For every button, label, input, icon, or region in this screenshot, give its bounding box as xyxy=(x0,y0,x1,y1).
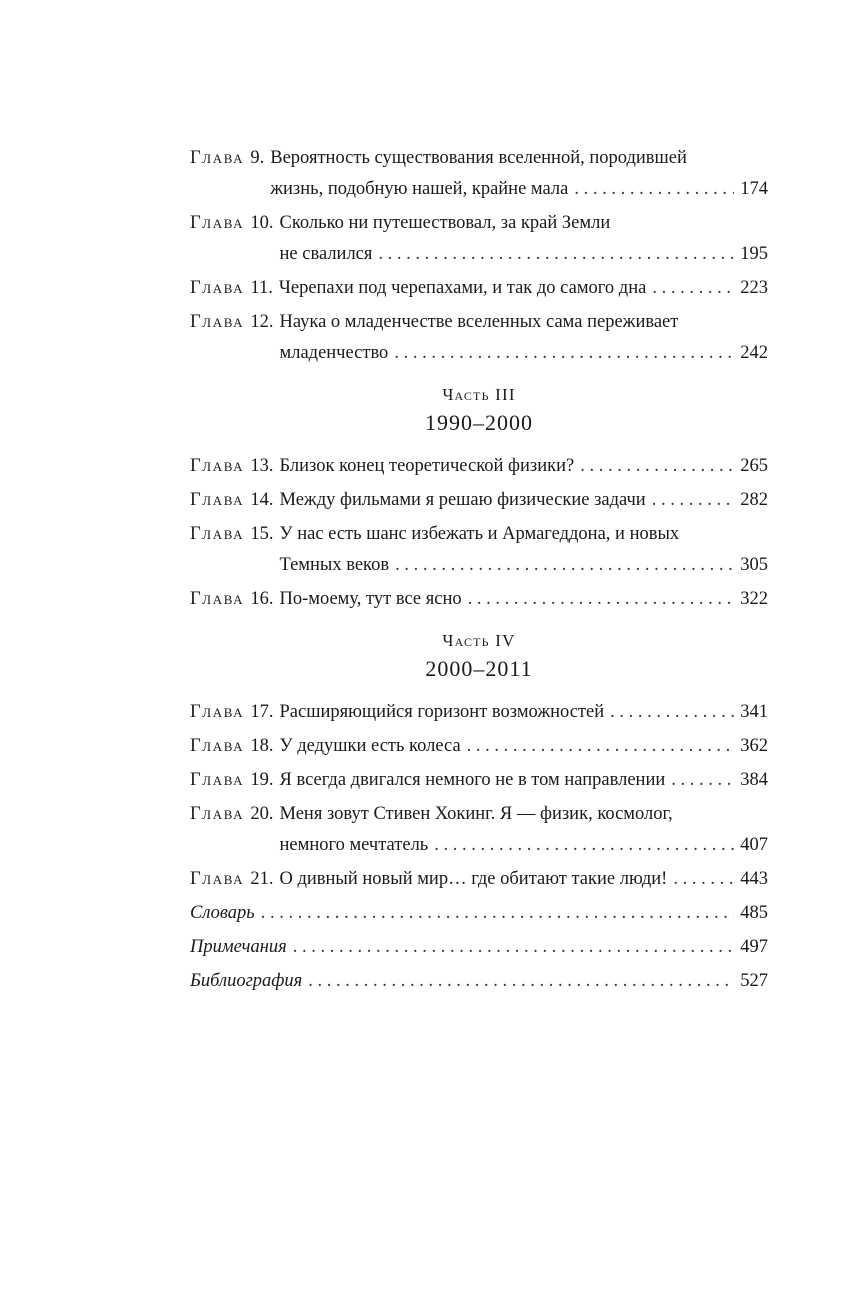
page-number: 322 xyxy=(740,589,768,609)
chapter-title-line1: У нас есть шанс избежать и Армагеддона, и новых xyxy=(279,524,680,544)
chapter-title-text: У дедушки есть колеса xyxy=(279,736,461,756)
chapter-number: 15. xyxy=(250,524,274,544)
dot-leader xyxy=(261,898,735,929)
chapter-label xyxy=(190,307,274,369)
chapter-word: Глава xyxy=(190,278,245,298)
page-number: 527 xyxy=(740,971,768,991)
chapter-title-last-line xyxy=(280,485,769,516)
dot-leader xyxy=(308,966,734,997)
part-heading-4 xyxy=(190,629,768,685)
chapter-word: Глава xyxy=(190,524,245,544)
toc-entry-chapter[interactable] xyxy=(190,731,768,762)
table-of-contents xyxy=(190,143,768,1000)
page-number: 195 xyxy=(740,244,768,264)
chapter-label xyxy=(190,273,273,304)
toc-back-matter xyxy=(190,898,768,997)
chapter-word: Глава xyxy=(190,869,245,889)
page-number: 174 xyxy=(740,179,768,199)
toc-entry-back-matter[interactable] xyxy=(190,898,768,929)
chapter-word: Глава xyxy=(190,490,245,510)
chapter-number: 17. xyxy=(250,702,274,722)
part-title: Часть III xyxy=(442,385,516,404)
chapter-title-text: По-моему, тут все ясно xyxy=(279,589,462,609)
chapter-word: Глава xyxy=(190,589,245,609)
page-number: 305 xyxy=(740,555,768,575)
chapter-label xyxy=(190,143,264,205)
dot-leader xyxy=(671,765,734,796)
chapter-label xyxy=(190,584,274,615)
chapter-word: Глава xyxy=(190,804,245,824)
chapter-number: 10. xyxy=(250,213,274,233)
chapter-word: Глава xyxy=(190,736,245,756)
chapter-title-last-line xyxy=(280,451,769,482)
chapter-title-line1: Меня зовут Стивен Хокинг. Я — физик, космолог, xyxy=(279,804,673,824)
chapter-label xyxy=(190,731,274,762)
chapter-title-text: Между фильмами я решаю физические задачи xyxy=(279,490,646,510)
toc-group-part3-chapters xyxy=(190,451,768,615)
toc-entry-chapter[interactable] xyxy=(190,143,768,205)
dot-leader xyxy=(293,932,735,963)
dot-leader xyxy=(673,864,734,895)
page-number: 407 xyxy=(740,835,768,855)
page-number: 485 xyxy=(740,903,768,923)
dot-leader xyxy=(395,550,734,581)
chapter-title-last-line xyxy=(279,273,768,304)
dot-leader xyxy=(467,731,735,762)
chapter-title-last-line xyxy=(280,864,769,895)
chapter-number: 18. xyxy=(250,736,274,756)
chapter-title-text: жизнь, подобную нашей, крайне мала xyxy=(270,179,569,199)
part-years: 1990–2000 xyxy=(425,410,533,435)
page-number: 265 xyxy=(740,456,768,476)
chapter-title-text: Черепахи под черепахами, и так до самого дна xyxy=(278,278,647,298)
chapter-word: Глава xyxy=(190,148,245,168)
toc-entry-chapter[interactable] xyxy=(190,485,768,516)
chapter-number: 11. xyxy=(250,278,273,298)
chapter-number: 13. xyxy=(250,456,274,476)
toc-entry-chapter[interactable] xyxy=(190,307,768,369)
part-heading-3 xyxy=(190,383,768,439)
dot-leader xyxy=(574,174,734,205)
dot-leader xyxy=(394,338,734,369)
dot-leader xyxy=(468,584,735,615)
chapter-number: 14. xyxy=(250,490,274,510)
dot-leader xyxy=(652,485,735,516)
chapter-title-text: О дивный новый мир… где обитают такие люди! xyxy=(279,869,668,889)
chapter-label xyxy=(190,208,274,270)
chapter-label xyxy=(190,697,274,728)
part-years: 2000–2011 xyxy=(425,656,533,681)
page-number: 384 xyxy=(740,770,768,790)
chapter-title-last-line xyxy=(270,174,768,205)
page-number: 362 xyxy=(740,736,768,756)
toc-entry-chapter[interactable] xyxy=(190,208,768,270)
chapter-number: 21. xyxy=(250,869,274,889)
toc-entry-chapter[interactable] xyxy=(190,273,768,304)
chapter-word: Глава xyxy=(190,312,245,332)
toc-entry-back-matter[interactable] xyxy=(190,932,768,963)
chapter-title-text: Близок конец теоретической физики? xyxy=(279,456,575,476)
chapter-word: Глава xyxy=(190,213,245,233)
toc-entry-chapter[interactable] xyxy=(190,799,768,861)
chapter-title-text: Расширяющийся горизонт возможностей xyxy=(279,702,605,722)
chapter-label xyxy=(190,765,274,796)
page-number: 282 xyxy=(740,490,768,510)
chapter-word: Глава xyxy=(190,702,245,722)
page-number: 341 xyxy=(740,702,768,722)
toc-entry-back-matter[interactable] xyxy=(190,966,768,997)
chapter-title-text: младенчество xyxy=(279,343,389,363)
chapter-word: Глава xyxy=(190,770,245,790)
chapter-number: 16. xyxy=(250,589,274,609)
chapter-title-last-line xyxy=(280,584,769,615)
chapter-title-text: не свалился xyxy=(279,244,373,264)
page-number: 497 xyxy=(740,937,768,957)
chapter-title-line1: Сколько ни путешествовал, за край Земли xyxy=(279,213,611,233)
chapter-title-text: немного мечтатель xyxy=(279,835,429,855)
chapter-label xyxy=(190,864,274,895)
toc-entry-chapter[interactable] xyxy=(190,519,768,581)
toc-group-part4-chapters xyxy=(190,697,768,895)
chapter-title-last-line xyxy=(280,765,769,796)
toc-entry-chapter[interactable] xyxy=(190,451,768,482)
chapter-label xyxy=(190,485,274,516)
dot-leader xyxy=(610,697,734,728)
chapter-title-text: Я всегда двигался немного не в том направлении xyxy=(279,770,666,790)
chapter-title-text: Темных веков xyxy=(279,555,390,575)
back-matter-title: Примечания xyxy=(190,937,287,957)
chapter-title-last-line xyxy=(280,239,769,270)
toc-group-part2-chapters xyxy=(190,143,768,369)
dot-leader xyxy=(378,239,734,270)
dot-leader xyxy=(434,830,734,861)
page-number: 443 xyxy=(740,869,768,889)
chapter-title-line1: Наука о младенчестве вселенных сама переживает xyxy=(279,312,679,332)
chapter-label xyxy=(190,519,274,581)
chapter-title-last-line xyxy=(280,731,769,762)
chapter-title-last-line xyxy=(280,830,769,861)
chapter-word: Глава xyxy=(190,456,245,476)
page-number: 242 xyxy=(740,343,768,363)
page-number: 223 xyxy=(740,278,768,298)
chapter-title-last-line xyxy=(280,697,769,728)
chapter-number: 12. xyxy=(250,312,274,332)
chapter-title-last-line xyxy=(280,550,769,581)
chapter-number: 9. xyxy=(250,148,265,168)
back-matter-title: Библиография xyxy=(190,971,303,991)
toc-entry-chapter[interactable] xyxy=(190,584,768,615)
chapter-number: 19. xyxy=(250,770,274,790)
dot-leader xyxy=(580,451,734,482)
chapter-label xyxy=(190,799,274,861)
dot-leader xyxy=(652,273,734,304)
chapter-title-line1: Вероятность существования вселенной, породившей xyxy=(270,148,687,168)
toc-entry-chapter[interactable] xyxy=(190,765,768,796)
toc-entry-chapter[interactable] xyxy=(190,697,768,728)
chapter-label xyxy=(190,451,274,482)
chapter-number: 20. xyxy=(250,804,274,824)
part-title: Часть IV xyxy=(442,631,516,650)
chapter-title-last-line xyxy=(280,338,769,369)
back-matter-title: Словарь xyxy=(190,903,255,923)
toc-entry-chapter[interactable] xyxy=(190,864,768,895)
